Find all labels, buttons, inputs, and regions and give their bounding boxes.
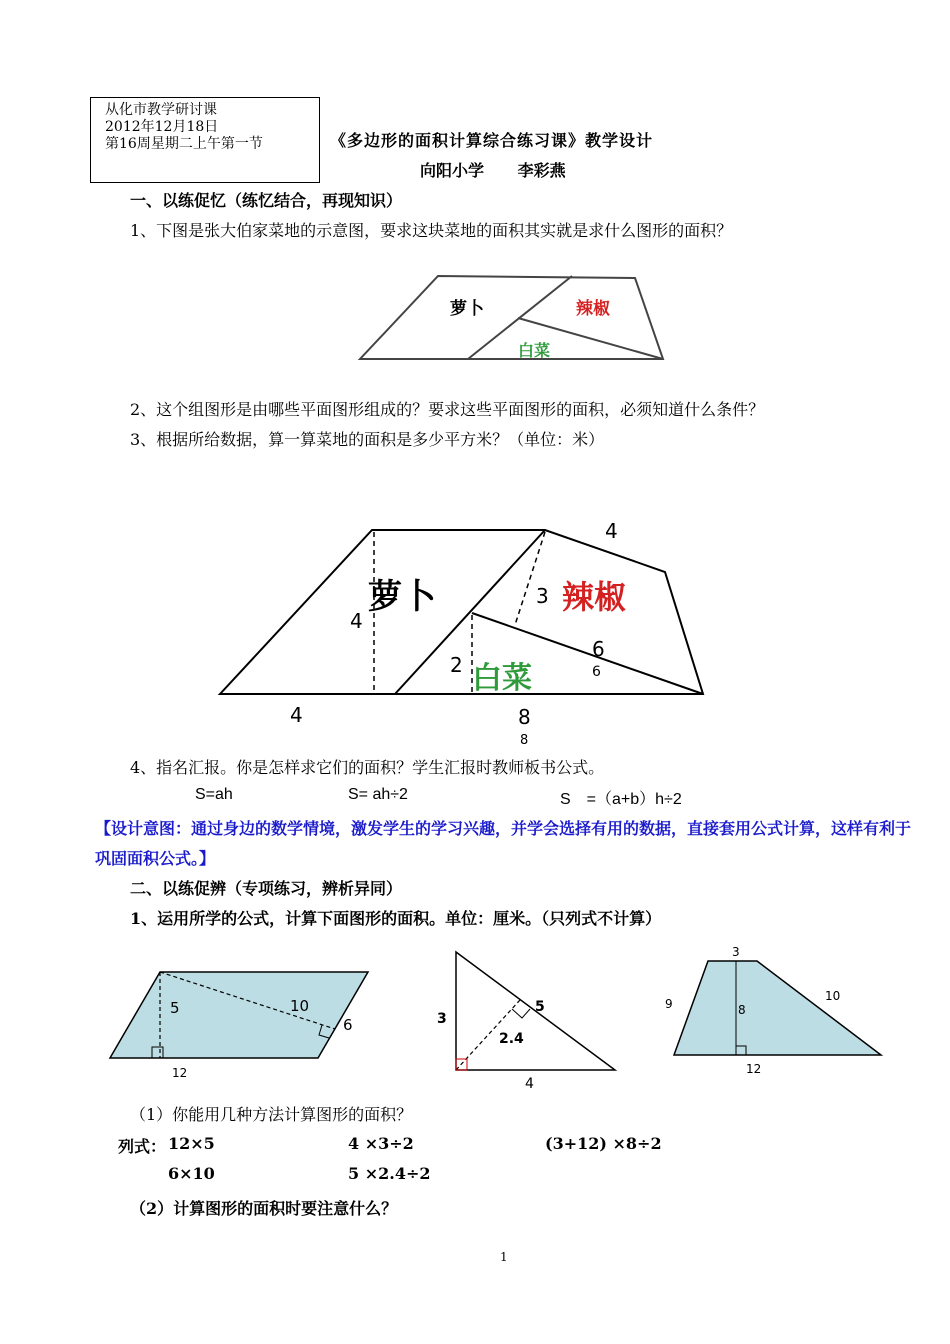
dimension-label: 5 — [535, 999, 545, 1015]
dimension-label: 4 — [525, 1076, 534, 1092]
parallelogram-figure — [100, 955, 380, 1080]
dimension-label: 2 — [450, 653, 463, 677]
dimension-label: 3 — [536, 584, 549, 608]
question-2: 2、这个组图形是由哪些平面图形组成的？要求这些平面图形的面积，必须知道什么条件？ — [130, 400, 765, 419]
school-name: 向阳小学 — [420, 161, 485, 180]
answer-parallelogram-2: 6×10 — [168, 1164, 215, 1183]
dimension-label: 10 — [825, 989, 841, 1003]
section2-heading: 二、以练促辨（专项练习，辨析异同） — [130, 879, 403, 898]
formula-trapezoid: S =（a+b）h÷2 — [560, 791, 682, 808]
lesson-info-line: 从化市教学研讨课 — [105, 102, 217, 118]
trapezoid-figure — [660, 940, 890, 1080]
dimension-label: 8 — [520, 733, 529, 748]
dimension-label: 4 — [605, 519, 618, 543]
lesson-info-period: 第16周星期二上午第一节 — [105, 136, 263, 152]
pepper-label: 辣椒 — [562, 578, 627, 616]
cabbage-label: 白菜 — [472, 661, 532, 696]
lesson-info-box — [90, 97, 320, 183]
right-angle-mark — [512, 1009, 530, 1018]
dimension-label: 9 — [665, 997, 673, 1011]
dimension-label: 6 — [592, 637, 605, 661]
trapezoid-shape — [674, 961, 881, 1055]
dimension-label: 2.4 — [499, 1031, 524, 1047]
small-garden-figure — [350, 268, 670, 368]
section2-question-1: 1、运用所学的公式，计算下面图形的面积。单位：厘米。（只列式不计算） — [130, 909, 662, 928]
sub-question-2: （2）计算图形的面积时要注意什么？ — [130, 1199, 398, 1218]
dimension-label: 8 — [738, 1003, 746, 1017]
sub-question-1: （1）你能用几种方法计算图形的面积？ — [130, 1105, 413, 1124]
answer-parallelogram-1: 12×5 — [168, 1134, 215, 1153]
cabbage-label: 白菜 — [518, 341, 551, 360]
dimension-label: 3 — [437, 1011, 447, 1027]
dimension-label: 4 — [290, 703, 303, 727]
design-intent: 【设计意图：通过身边的数学情境，激发学生的学习兴趣，并学会选择有用的数据，直接套用公式计算，这样有利于巩固面积公式。】 — [95, 819, 912, 868]
list-label: 列式： — [118, 1137, 167, 1156]
answer-trapezoid: (3+12) ×8÷2 — [545, 1134, 662, 1153]
dimension-label: 8 — [518, 705, 531, 729]
radish-label: 萝卜 — [450, 299, 484, 319]
dimension-label: 6 — [343, 1016, 353, 1034]
section1-heading: 一、以练促忆（练忆结合，再现知识） — [130, 191, 403, 210]
question-3: 3、根据所给数据，算一算菜地的面积是多少平方米？（单位：米） — [130, 430, 605, 449]
dimension-label: 6 — [592, 664, 601, 680]
radish-label: 萝卜 — [368, 577, 436, 617]
dimension-label: 10 — [290, 997, 310, 1015]
parallelogram-shape — [110, 972, 368, 1058]
pepper-label: 辣椒 — [576, 299, 610, 319]
teacher-name: 李彩燕 — [517, 161, 566, 180]
page-number: 1 — [500, 1250, 508, 1264]
question-1: 1、下图是张大伯家菜地的示意图，要求这块菜地的面积其实就是求什么图形的面积？ — [130, 221, 733, 240]
big-garden-figure — [200, 510, 720, 750]
formula-triangle: S= ah÷2 — [348, 786, 408, 803]
dimension-label: 4 — [350, 609, 363, 633]
answer-triangle-2: 5 ×2.4÷2 — [348, 1164, 431, 1183]
question-4: 4、指名汇报。你是怎样求它们的面积？学生汇报时教师板书公式。 — [130, 758, 605, 777]
dimension-label: 12 — [746, 1062, 762, 1076]
dimension-label: 12 — [172, 1066, 188, 1080]
lesson-info-date: 2012年12月18日 — [105, 119, 219, 135]
formula-parallelogram: S=ah — [195, 786, 233, 803]
dimension-label: 3 — [732, 945, 740, 959]
answer-triangle-1: 4 ×3÷2 — [348, 1134, 414, 1153]
page-title: 《多边形的面积计算综合练习课》教学设计 — [330, 131, 654, 150]
dimension-label: 5 — [170, 999, 180, 1017]
author-line — [420, 158, 594, 181]
triangle-figure — [425, 945, 625, 1093]
